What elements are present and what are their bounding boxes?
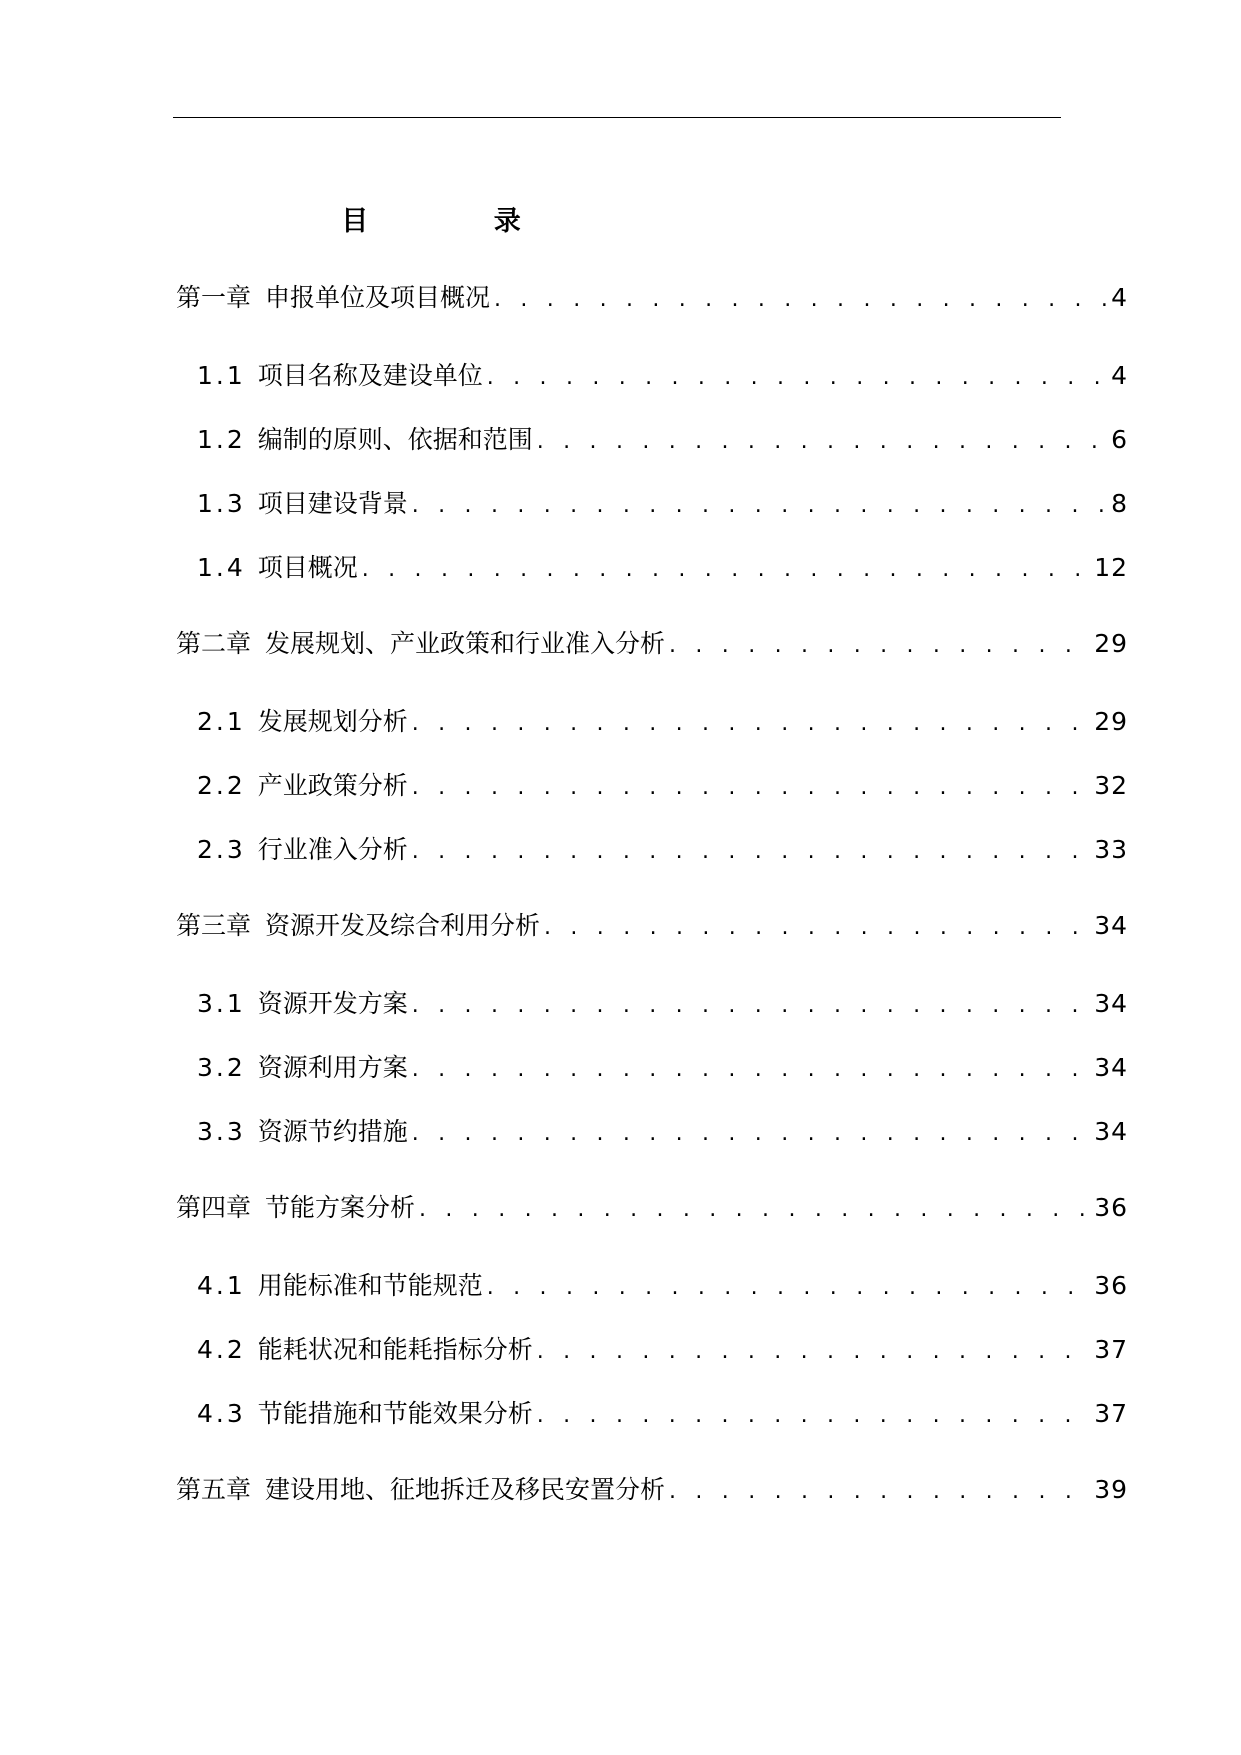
toc-section-2-3[interactable] (197, 830, 1128, 870)
toc-entry-page: 4 (1111, 283, 1128, 312)
toc-entry-number: 3.3 (197, 1117, 246, 1146)
toc-entry-label: 资源开发方案 (257, 989, 408, 1018)
toc-entry-number: 4.1 (197, 1271, 246, 1300)
toc-dot-leader (412, 832, 1090, 872)
toc-entry-number: 第一章 (176, 283, 252, 312)
toc-dot-leader (537, 1396, 1090, 1436)
toc-entry-number: 3.1 (197, 989, 246, 1018)
toc-entry-label: 发展规划、产业政策和行业准入分析 (265, 629, 666, 658)
toc-section-3-2[interactable] (197, 1048, 1128, 1088)
toc-dot-leader (669, 1472, 1090, 1512)
toc-section-3-1[interactable] (197, 984, 1128, 1024)
toc-entry-page: 4 (1111, 361, 1128, 390)
toc-entry-label: 申报单位及项目概况 (265, 283, 491, 312)
toc-entry-label: 建设用地、征地拆迁及移民安置分析 (265, 1475, 666, 1504)
toc-entry-page: 37 (1094, 1335, 1128, 1364)
toc-entry-label: 项目名称及建设单位 (257, 361, 483, 390)
toc-entry-page: 34 (1094, 1053, 1128, 1082)
toc-entry-label: 节能措施和节能效果分析 (257, 1399, 533, 1428)
toc-section-4-1[interactable] (197, 1266, 1128, 1306)
toc-dot-leader (362, 550, 1090, 590)
header-rule (173, 117, 1061, 118)
toc-dot-leader (412, 1050, 1090, 1090)
toc-entry-page: 34 (1094, 989, 1128, 1018)
toc-entry-number: 2.1 (197, 707, 246, 736)
toc-dot-leader (537, 1332, 1090, 1372)
toc-dot-leader (419, 1190, 1090, 1230)
toc-dot-leader (412, 768, 1090, 808)
toc-entry-page: 33 (1094, 835, 1128, 864)
toc-entry-page: 6 (1111, 425, 1128, 454)
toc-entry-label: 节能方案分析 (265, 1193, 416, 1222)
toc-entry-number: 2.3 (197, 835, 246, 864)
toc-chapter-3[interactable] (176, 906, 1128, 946)
toc-entry-number: 第四章 (176, 1193, 252, 1222)
toc-entry-page: 8 (1111, 489, 1128, 518)
toc-entry-page: 34 (1094, 911, 1128, 940)
toc-entry-page: 29 (1094, 629, 1128, 658)
toc-entry-label: 行业准入分析 (257, 835, 408, 864)
toc-entry-page: 37 (1094, 1399, 1128, 1428)
toc-entry-label: 资源利用方案 (257, 1053, 408, 1082)
toc-chapter-1[interactable] (176, 278, 1128, 318)
toc-entry-label: 能耗状况和能耗指标分析 (257, 1335, 533, 1364)
toc-entry-label: 产业政策分析 (257, 771, 408, 800)
toc-section-3-3[interactable] (197, 1112, 1128, 1152)
toc-chapter-5[interactable] (176, 1470, 1128, 1510)
toc-entry-page: 36 (1094, 1193, 1128, 1222)
toc-entry-label: 项目建设背景 (257, 489, 408, 518)
toc-dot-leader (412, 1114, 1090, 1154)
toc-entry-label: 资源开发及综合利用分析 (265, 911, 541, 940)
toc-section-1-2[interactable] (197, 420, 1128, 460)
toc-entry-number: 1.2 (197, 425, 246, 454)
toc-section-2-2[interactable] (197, 766, 1128, 806)
toc-entry-number: 1.4 (197, 553, 246, 582)
toc-section-1-4[interactable] (197, 548, 1128, 588)
toc-entry-number: 第二章 (176, 629, 252, 658)
toc-entry-number: 1.1 (197, 361, 246, 390)
toc-section-4-3[interactable] (197, 1394, 1128, 1434)
toc-section-2-1[interactable] (197, 702, 1128, 742)
toc-entry-page: 39 (1094, 1475, 1128, 1504)
toc-dot-leader (487, 1268, 1090, 1308)
toc-dot-leader (412, 704, 1090, 744)
toc-entry-label: 发展规划分析 (257, 707, 408, 736)
toc-entry-number: 4.2 (197, 1335, 246, 1364)
toc-entry-number: 第三章 (176, 911, 252, 940)
toc-entry-page: 29 (1094, 707, 1128, 736)
toc-entry-number: 第五章 (176, 1475, 252, 1504)
toc-section-4-2[interactable] (197, 1330, 1128, 1370)
toc-entry-label: 资源节约措施 (257, 1117, 408, 1146)
toc-entry-number: 3.2 (197, 1053, 246, 1082)
toc-dot-leader (537, 422, 1107, 462)
toc-chapter-2[interactable] (176, 624, 1128, 664)
toc-dot-leader (544, 908, 1090, 948)
toc-entry-number: 1.3 (197, 489, 246, 518)
toc-entry-page: 32 (1094, 771, 1128, 800)
toc-entry-label: 编制的原则、依据和范围 (257, 425, 533, 454)
toc-dot-leader (487, 358, 1107, 398)
toc-section-1-1[interactable] (197, 356, 1128, 396)
toc-dot-leader (669, 626, 1090, 666)
toc-entry-number: 2.2 (197, 771, 246, 800)
toc-entry-page: 36 (1094, 1271, 1128, 1300)
toc-section-1-3[interactable] (197, 484, 1128, 524)
toc-dot-leader (494, 280, 1107, 320)
toc-entry-number: 4.3 (197, 1399, 246, 1428)
toc-dot-leader (412, 986, 1090, 1026)
toc-dot-leader (412, 486, 1107, 526)
toc-title: 目 录 (341, 206, 579, 237)
toc-entry-page: 12 (1094, 553, 1128, 582)
toc-entry-page: 34 (1094, 1117, 1128, 1146)
toc-entry-label: 用能标准和节能规范 (257, 1271, 483, 1300)
toc-chapter-4[interactable] (176, 1188, 1128, 1228)
toc-entry-label: 项目概况 (257, 553, 358, 582)
